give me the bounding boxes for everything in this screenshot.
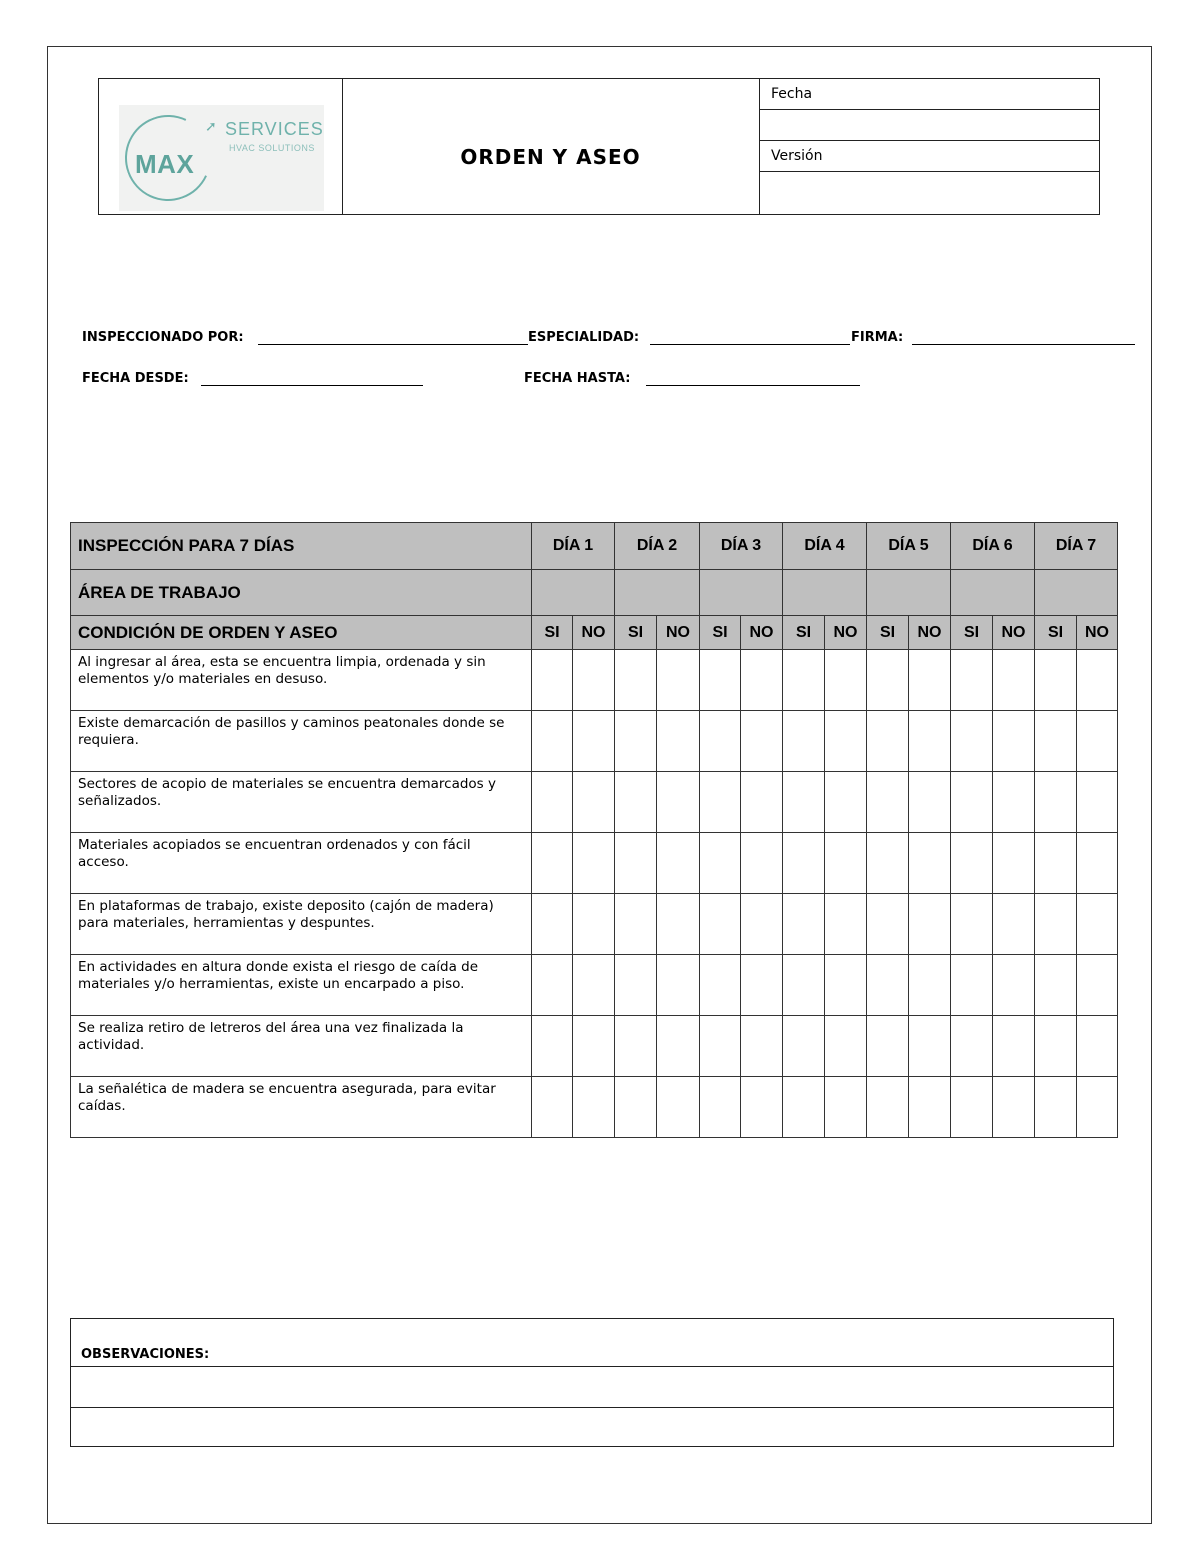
si-check-cell[interactable]	[532, 833, 573, 894]
si-check-cell[interactable]	[951, 955, 993, 1016]
day-header: DÍA 3	[700, 523, 783, 570]
document-header	[98, 78, 1100, 215]
si-header: SI	[532, 616, 573, 650]
si-check-cell[interactable]	[783, 955, 825, 1016]
area-day-cell[interactable]	[867, 570, 951, 616]
no-check-cell[interactable]	[825, 1016, 867, 1077]
no-header: NO	[741, 616, 783, 650]
area-day-cell[interactable]	[615, 570, 700, 616]
si-check-cell[interactable]	[532, 1016, 573, 1077]
logo-arrow-icon: ➚	[205, 119, 217, 135]
no-check-cell[interactable]	[1077, 955, 1118, 1016]
si-check-cell[interactable]	[1035, 650, 1077, 711]
day-header: DÍA 6	[951, 523, 1035, 570]
no-header: NO	[657, 616, 700, 650]
si-check-cell[interactable]	[783, 833, 825, 894]
si-check-cell[interactable]	[867, 894, 909, 955]
no-check-cell[interactable]	[1077, 711, 1118, 772]
no-check-cell[interactable]	[993, 894, 1035, 955]
no-check-cell[interactable]	[993, 1016, 1035, 1077]
area-label: ÁREA DE TRABAJO	[71, 570, 532, 616]
si-check-cell[interactable]	[867, 833, 909, 894]
si-check-cell[interactable]	[532, 711, 573, 772]
si-check-cell[interactable]	[532, 1077, 573, 1138]
no-check-cell[interactable]	[741, 711, 783, 772]
area-day-cell[interactable]	[783, 570, 867, 616]
si-check-cell[interactable]	[951, 1016, 993, 1077]
si-check-cell[interactable]	[783, 772, 825, 833]
version-value-field[interactable]	[759, 172, 1099, 214]
si-check-cell[interactable]	[1035, 1077, 1077, 1138]
no-check-cell[interactable]	[909, 772, 951, 833]
no-check-cell[interactable]	[657, 1077, 700, 1138]
no-check-cell[interactable]	[993, 833, 1035, 894]
company-logo	[119, 105, 324, 211]
condition-text: En actividades en altura donde exista el riesgo de caída de materiales y/o herramientas, existe un encarpado a piso.	[71, 955, 532, 1016]
si-header: SI	[951, 616, 993, 650]
si-header: SI	[867, 616, 909, 650]
si-check-cell[interactable]	[783, 1077, 825, 1138]
no-check-cell[interactable]	[657, 955, 700, 1016]
fecha-desde-line[interactable]	[201, 385, 423, 386]
si-check-cell[interactable]	[700, 894, 741, 955]
no-check-cell[interactable]	[573, 894, 615, 955]
table-row	[71, 1016, 1118, 1077]
si-check-cell[interactable]	[1035, 711, 1077, 772]
si-header: SI	[783, 616, 825, 650]
fecha-label: Fecha	[759, 79, 1099, 110]
day-header: DÍA 1	[532, 523, 615, 570]
no-check-cell[interactable]	[657, 711, 700, 772]
si-check-cell[interactable]	[700, 955, 741, 1016]
table-row	[71, 711, 1118, 772]
si-check-cell[interactable]	[615, 772, 657, 833]
no-check-cell[interactable]	[825, 833, 867, 894]
inspeccionado-por-line[interactable]	[258, 344, 528, 345]
meta-cell	[759, 79, 1099, 214]
table-title: INSPECCIÓN PARA 7 DÍAS	[71, 523, 532, 570]
table-row	[71, 772, 1118, 833]
si-check-cell[interactable]	[615, 1016, 657, 1077]
si-check-cell[interactable]	[1035, 833, 1077, 894]
table-row	[71, 894, 1118, 955]
si-check-cell[interactable]	[532, 894, 573, 955]
no-check-cell[interactable]	[573, 711, 615, 772]
no-check-cell[interactable]	[825, 1077, 867, 1138]
no-check-cell[interactable]	[909, 955, 951, 1016]
no-check-cell[interactable]	[741, 955, 783, 1016]
si-header: SI	[615, 616, 657, 650]
no-check-cell[interactable]	[741, 1077, 783, 1138]
si-check-cell[interactable]	[700, 772, 741, 833]
si-check-cell[interactable]	[532, 772, 573, 833]
condition-text: Se realiza retiro de letreros del área una vez finalizada la actividad.	[71, 1016, 532, 1077]
si-check-cell[interactable]	[615, 711, 657, 772]
logo-cell	[99, 79, 343, 214]
no-header: NO	[573, 616, 615, 650]
logo-max-text: MAX	[135, 149, 195, 179]
no-check-cell[interactable]	[993, 1077, 1035, 1138]
si-check-cell[interactable]	[867, 772, 909, 833]
si-check-cell[interactable]	[615, 650, 657, 711]
observations-line[interactable]	[71, 1408, 1113, 1446]
si-check-cell[interactable]	[783, 894, 825, 955]
no-check-cell[interactable]	[909, 1016, 951, 1077]
especialidad-label: ESPECIALIDAD:	[528, 330, 640, 345]
no-header: NO	[909, 616, 951, 650]
condition-text: Sectores de acopio de materiales se encuentra demarcados y señalizados.	[71, 772, 532, 833]
table-row	[71, 1077, 1118, 1138]
no-check-cell[interactable]	[825, 650, 867, 711]
si-check-cell[interactable]	[783, 1016, 825, 1077]
no-check-cell[interactable]	[993, 772, 1035, 833]
area-row	[71, 570, 1118, 616]
no-check-cell[interactable]	[741, 1016, 783, 1077]
si-check-cell[interactable]	[700, 650, 741, 711]
no-check-cell[interactable]	[993, 955, 1035, 1016]
no-check-cell[interactable]	[909, 711, 951, 772]
observations-line[interactable]	[71, 1367, 1113, 1408]
no-check-cell[interactable]	[741, 894, 783, 955]
si-check-cell[interactable]	[615, 1077, 657, 1138]
si-check-cell[interactable]	[1035, 894, 1077, 955]
no-check-cell[interactable]	[909, 650, 951, 711]
no-check-cell[interactable]	[825, 894, 867, 955]
condition-text: Existe demarcación de pasillos y caminos peatonales donde se requiera.	[71, 711, 532, 772]
condition-text: Materiales acopiados se encuentran ordenados y con fácil acceso.	[71, 833, 532, 894]
si-check-cell[interactable]	[1035, 955, 1077, 1016]
logo-tagline-text: HVAC SOLUTIONS	[229, 143, 315, 153]
si-check-cell[interactable]	[615, 894, 657, 955]
area-day-cell[interactable]	[700, 570, 783, 616]
no-check-cell[interactable]	[825, 772, 867, 833]
no-header: NO	[993, 616, 1035, 650]
logo-services-text: SERVICES	[225, 119, 324, 139]
no-check-cell[interactable]	[573, 650, 615, 711]
document-title: ORDEN Y ASEO	[460, 144, 641, 169]
si-check-cell[interactable]	[1035, 1016, 1077, 1077]
fecha-hasta-line[interactable]	[646, 385, 860, 386]
si-check-cell[interactable]	[532, 955, 573, 1016]
day-header: DÍA 4	[783, 523, 867, 570]
observations-label: OBSERVACIONES:	[81, 1347, 210, 1362]
si-check-cell[interactable]	[951, 772, 993, 833]
no-check-cell[interactable]	[657, 894, 700, 955]
table-row	[71, 650, 1118, 711]
observations-header-row	[71, 1319, 1113, 1367]
si-check-cell[interactable]	[867, 1016, 909, 1077]
si-check-cell[interactable]	[1035, 772, 1077, 833]
no-check-cell[interactable]	[657, 650, 700, 711]
day-header: DÍA 5	[867, 523, 951, 570]
si-check-cell[interactable]	[867, 955, 909, 1016]
no-check-cell[interactable]	[825, 711, 867, 772]
observations-box	[70, 1318, 1114, 1447]
day-header: DÍA 7	[1035, 523, 1118, 570]
table-row	[71, 833, 1118, 894]
no-check-cell[interactable]	[1077, 1077, 1118, 1138]
no-check-cell[interactable]	[573, 955, 615, 1016]
no-check-cell[interactable]	[573, 1016, 615, 1077]
no-check-cell[interactable]	[657, 772, 700, 833]
no-check-cell[interactable]	[993, 650, 1035, 711]
si-check-cell[interactable]	[783, 650, 825, 711]
no-check-cell[interactable]	[657, 1016, 700, 1077]
si-check-cell[interactable]	[867, 650, 909, 711]
no-check-cell[interactable]	[1077, 833, 1118, 894]
si-check-cell[interactable]	[867, 711, 909, 772]
especialidad-line[interactable]	[650, 344, 850, 345]
si-check-cell[interactable]	[615, 833, 657, 894]
si-check-cell[interactable]	[615, 955, 657, 1016]
si-check-cell[interactable]	[700, 1077, 741, 1138]
no-check-cell[interactable]	[657, 833, 700, 894]
si-check-cell[interactable]	[532, 650, 573, 711]
area-day-cell[interactable]	[1035, 570, 1118, 616]
fecha-hasta-label: FECHA HASTA:	[524, 371, 631, 386]
firma-line[interactable]	[912, 344, 1135, 345]
no-check-cell[interactable]	[741, 833, 783, 894]
fecha-desde-label: FECHA DESDE:	[82, 371, 189, 386]
version-label: Versión	[759, 141, 1099, 172]
no-check-cell[interactable]	[1077, 772, 1118, 833]
table-title-row	[71, 523, 1118, 570]
no-header: NO	[825, 616, 867, 650]
si-check-cell[interactable]	[700, 1016, 741, 1077]
no-check-cell[interactable]	[1077, 1016, 1118, 1077]
si-check-cell[interactable]	[951, 650, 993, 711]
si-check-cell[interactable]	[951, 833, 993, 894]
si-check-cell[interactable]	[951, 894, 993, 955]
si-check-cell[interactable]	[951, 711, 993, 772]
no-header: NO	[1077, 616, 1118, 650]
firma-label: FIRMA:	[851, 330, 904, 345]
condition-text: La señalética de madera se encuentra asegurada, para evitar caídas.	[71, 1077, 532, 1138]
condition-text: En plataformas de trabajo, existe deposito (cajón de madera) para materiales, herramientas y despuntes.	[71, 894, 532, 955]
si-check-cell[interactable]	[783, 711, 825, 772]
no-check-cell[interactable]	[741, 650, 783, 711]
si-check-cell[interactable]	[700, 711, 741, 772]
no-check-cell[interactable]	[573, 833, 615, 894]
area-day-cell[interactable]	[532, 570, 615, 616]
no-check-cell[interactable]	[909, 894, 951, 955]
condition-header: CONDICIÓN DE ORDEN Y ASEO	[71, 616, 532, 650]
si-check-cell[interactable]	[867, 1077, 909, 1138]
inspection-table	[70, 522, 1118, 1138]
no-check-cell[interactable]	[1077, 894, 1118, 955]
no-check-cell[interactable]	[825, 955, 867, 1016]
si-check-cell[interactable]	[700, 833, 741, 894]
no-check-cell[interactable]	[993, 711, 1035, 772]
condition-header-row	[71, 616, 1118, 650]
no-check-cell[interactable]	[573, 1077, 615, 1138]
inspeccionado-por-label: INSPECCIONADO POR:	[82, 330, 244, 345]
area-day-cell[interactable]	[951, 570, 1035, 616]
no-check-cell[interactable]	[1077, 650, 1118, 711]
condition-text: Al ingresar al área, esta se encuentra limpia, ordenada y sin elementos y/o materiales en desuso.	[71, 650, 532, 711]
no-check-cell[interactable]	[909, 833, 951, 894]
day-header: DÍA 2	[615, 523, 700, 570]
si-header: SI	[1035, 616, 1077, 650]
no-check-cell[interactable]	[573, 772, 615, 833]
no-check-cell[interactable]	[741, 772, 783, 833]
no-check-cell[interactable]	[909, 1077, 951, 1138]
si-check-cell[interactable]	[951, 1077, 993, 1138]
table-row	[71, 955, 1118, 1016]
title-cell	[342, 79, 760, 214]
fecha-value-field[interactable]	[759, 110, 1099, 141]
si-header: SI	[700, 616, 741, 650]
